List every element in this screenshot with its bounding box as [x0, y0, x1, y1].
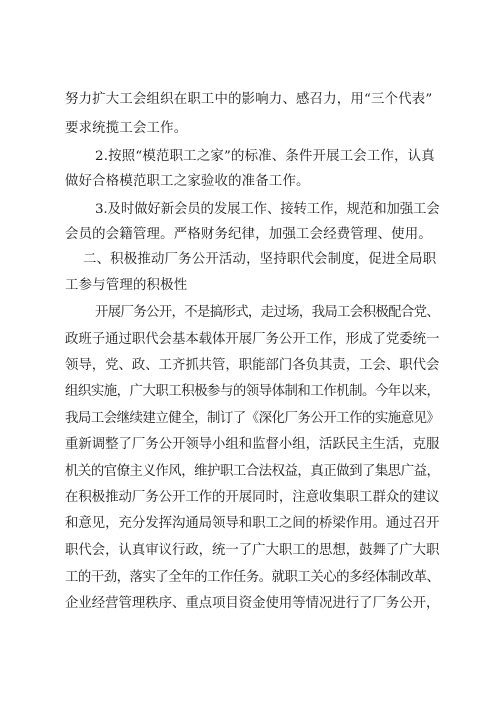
text-line-16: 在积极推动厂务公开工作的开展同时，注意收集职工群众的建议 — [65, 490, 440, 505]
text-line-1: 努力扩大工会组织在职工中的影响力、感召力，用“三个代表” — [65, 92, 433, 107]
text-line-3: 2.按照“模范职工之家”的标准、条件开展工会工作，认真 — [95, 149, 435, 164]
text-line-11: 领导，党、政、工齐抓共管，职能部门各负其责，工会、职代会 — [65, 358, 440, 373]
text-line-10: 政班子通过职代会基本载体开展厂务公开工作，形成了党委统一 — [65, 332, 440, 347]
text-line-8: 工参与管理的积极性 — [65, 278, 188, 293]
text-line-9: 开展厂务公开，不是搞形式，走过场，我局工会积极配合党、 — [95, 305, 440, 320]
text-line-15: 机关的官僚主义作风，维护职工合法权益，真正做到了集思广益， — [65, 464, 440, 479]
text-line-20: 企业经营管理秩序、重点项目资金使用等情况进行了厂务公开， — [65, 596, 440, 611]
text-line-18: 职代会，认真审议行政，统一了广大职工的思想，鼓舞了广大职 — [65, 543, 440, 558]
text-line-17: 和意见，充分发挥沟通局领导和职工之间的桥梁作用。通过召开 — [65, 516, 440, 531]
text-line-7: 二、积极推动厂务公开活动，坚持职代会制度，促进全局职 — [83, 252, 437, 267]
text-line-6: 会员的会籍管理。严格财务纪律，加强工会经费管理、使用。 — [65, 227, 432, 242]
text-line-5: 3.及时做好新会员的发展工作、接转工作，规范和加强工会 — [95, 202, 440, 217]
text-line-12: 组织实施，广大职工积极参与的领导体制和工作机制。今年以来， — [65, 384, 440, 399]
text-line-4: 做好合格模范职工之家验收的准备工作。 — [65, 174, 310, 189]
text-line-19: 工的干劲，落实了全年的工作任务。就职工关心的多经体制改革、 — [65, 570, 440, 585]
text-line-13: 我局工会继续建立健全，制订了《深化厂务公开工作的实施意见》 — [65, 411, 440, 426]
text-line-14: 重新调整了厂务公开领导小组和监督小组，活跃民主生活，克服 — [65, 437, 440, 452]
text-line-2: 要求统揽工会工作。 — [65, 121, 188, 136]
